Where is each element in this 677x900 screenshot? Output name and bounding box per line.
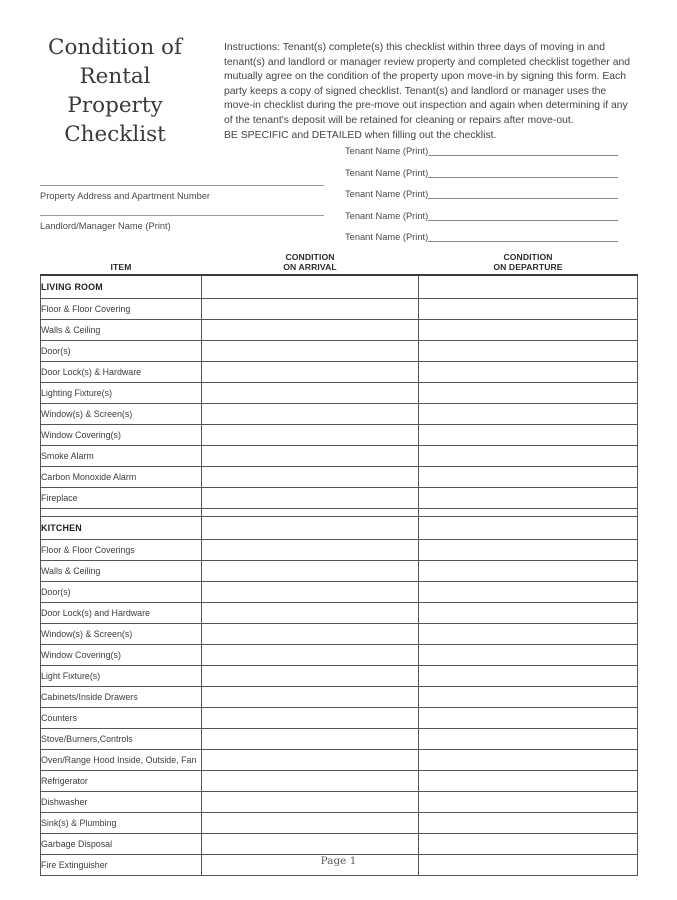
table-row [41,404,638,425]
condition-departure-cell[interactable] [419,729,638,750]
tenant-name-label: Tenant Name (Print) [345,210,429,221]
checklist-item-label: Walls & Ceiling [41,320,202,341]
checklist-item-label: Stove/Burners,Controls [41,729,202,750]
section-spacer-cell [41,509,202,517]
condition-departure-cell[interactable] [419,383,638,404]
condition-departure-cell[interactable] [419,603,638,624]
table-row [41,561,638,582]
condition-arrival-cell[interactable] [202,582,419,603]
condition-arrival-cell[interactable] [202,517,419,540]
condition-arrival-cell[interactable] [202,729,419,750]
tenant-name-label: Tenant Name (Print) [345,167,429,178]
tenant-name-label: Tenant Name (Print) [345,146,429,156]
checklist-item-label: Floor & Floor Covering [41,299,202,320]
checklist-item-label: Lighting Fixture(s) [41,383,202,404]
table-row [41,540,638,561]
condition-arrival-cell[interactable] [202,467,419,488]
condition-arrival-cell[interactable] [202,362,419,383]
checklist-item-label: Fire Extinguisher [41,855,202,876]
instructions-text: Instructions: Tenant(s) complete(s) this checklist within three days of moving in and tenant(s) and landlord or manager review property and completed checklist together and mutually agree on the condition of the property upon move-in by signing this form. Each party keeps a copy of signed checklist. Tenant(s) and landlord or manager uses the move-in checklist during the pre-move out inspection and again when determining if any of the tenant's deposit will be retained for cleaning or repairs after move-out. [224,42,631,126]
table-row [41,603,638,624]
table-row [41,687,638,708]
condition-arrival-cell[interactable] [202,666,419,687]
table-row [41,708,638,729]
landlord-name-field[interactable] [40,215,324,231]
checklist-item-label: Door Lock(s) & Hardware [41,362,202,383]
section-header-row [41,275,638,299]
checklist-item-label: Walls & Ceiling [41,561,202,582]
page-title-line-1: Condition of [48,35,182,60]
condition-departure-cell[interactable] [419,320,638,341]
condition-arrival-cell[interactable] [202,540,419,561]
table-row [41,446,638,467]
condition-arrival-cell[interactable] [202,834,419,855]
tenant-name-label: Tenant Name (Print) [345,189,429,199]
table-row [41,582,638,603]
condition-arrival-cell[interactable] [202,771,419,792]
section-header-label: LIVING ROOM [41,275,202,299]
checklist-item-label: Light Fixture(s) [41,666,202,687]
page-title [20,33,210,149]
checklist-item-label: Oven/Range Hood Inside, Outside, Fan [41,750,202,771]
checklist-item-label: Fireplace [41,488,202,509]
table-row [41,425,638,446]
tenant-name-rule [428,168,618,178]
column-header-condition-on-arrival [202,248,419,275]
table-row [41,299,638,320]
section-spacer-cell [202,509,419,517]
checklist-item-label: Door Lock(s) and Hardware [41,603,202,624]
table-row [41,488,638,509]
table-row [41,771,638,792]
column-header-arrival-line-1: CONDITION [285,252,335,263]
condition-departure-cell[interactable] [419,687,638,708]
condition-departure-cell[interactable] [419,275,638,299]
condition-departure-cell[interactable] [419,467,638,488]
checklist-table [40,248,638,876]
table-row [41,834,638,855]
condition-arrival-cell[interactable] [202,813,419,834]
landlord-name-label: Landlord/Manager Name (Print) [40,221,171,231]
checklist-item-label: Door(s) [41,341,202,362]
condition-departure-cell[interactable] [419,582,638,603]
condition-departure-cell[interactable] [419,813,638,834]
checklist-item-label: Refrigerator [41,771,202,792]
tenant-name-rule [428,189,618,199]
condition-arrival-cell[interactable] [202,561,419,582]
condition-departure-cell[interactable] [419,446,638,467]
checklist-item-label: Sink(s) & Plumbing [41,813,202,834]
page-title-line-2: Rental [79,64,151,89]
instructions-block [224,41,634,143]
condition-arrival-cell[interactable] [202,645,419,666]
condition-departure-cell[interactable] [419,624,638,645]
condition-departure-cell[interactable] [419,425,638,446]
condition-arrival-cell[interactable] [202,341,419,362]
condition-arrival-cell[interactable] [202,425,419,446]
column-header-row [41,248,638,275]
condition-departure-cell[interactable] [419,341,638,362]
tenant-name-field[interactable] [345,168,635,190]
condition-departure-cell[interactable] [419,708,638,729]
condition-departure-cell[interactable] [419,561,638,582]
condition-departure-cell[interactable] [419,540,638,561]
condition-arrival-cell[interactable] [202,383,419,404]
checklist-table-head [41,248,638,275]
section-spacer-cell [419,509,638,517]
page-title-line-4: Checklist [64,122,166,147]
condition-departure-cell[interactable] [419,362,638,383]
property-address-field[interactable] [40,185,324,201]
checklist-item-label: Counters [41,708,202,729]
condition-arrival-cell[interactable] [202,488,419,509]
tenant-name-field[interactable] [345,189,635,211]
condition-arrival-cell[interactable] [202,624,419,645]
condition-arrival-cell[interactable] [202,792,419,813]
tenant-name-field[interactable] [345,211,635,233]
tenant-name-field[interactable] [345,146,635,168]
column-header-item: ITEM [41,248,202,275]
tenant-name-lines [345,146,635,254]
checklist-item-label: Smoke Alarm [41,446,202,467]
condition-arrival-cell[interactable] [202,708,419,729]
checklist-item-label: Window(s) & Screen(s) [41,624,202,645]
condition-departure-cell[interactable] [419,750,638,771]
column-header-departure-line-2: ON DEPARTURE [493,261,563,272]
condition-arrival-cell[interactable] [202,446,419,467]
table-row [41,666,638,687]
condition-arrival-cell[interactable] [202,687,419,708]
condition-departure-cell[interactable] [419,771,638,792]
condition-arrival-cell[interactable] [202,603,419,624]
condition-arrival-cell[interactable] [202,299,419,320]
section-header-label: KITCHEN [41,517,202,540]
checklist-table-body [41,275,638,876]
table-row [41,645,638,666]
checklist-table-container [40,248,637,876]
condition-arrival-cell[interactable] [202,750,419,771]
column-header-condition-on-departure [419,248,638,275]
table-row [41,362,638,383]
table-row [41,383,638,404]
table-row [41,729,638,750]
section-spacer-row [41,509,638,517]
condition-departure-cell[interactable] [419,488,638,509]
condition-departure-cell[interactable] [419,792,638,813]
condition-departure-cell[interactable] [419,645,638,666]
checklist-item-label: Cabinets/Inside Drawers [41,687,202,708]
tenant-name-rule [428,146,618,156]
condition-departure-cell[interactable] [419,517,638,540]
table-row [41,750,638,771]
tenant-name-label: Tenant Name (Print) [345,232,429,242]
table-row [41,320,638,341]
checklist-item-label: Garbage Disposal [41,834,202,855]
condition-arrival-cell[interactable] [202,320,419,341]
condition-arrival-cell[interactable] [202,275,419,299]
checklist-item-label: Window Covering(s) [41,645,202,666]
table-row [41,467,638,488]
property-address-label: Property Address and Apartment Number [40,191,211,201]
table-row [41,624,638,645]
checklist-item-label: Dishwasher [41,792,202,813]
tenant-name-rule [428,211,618,221]
page-footer: Page 1 [320,855,357,867]
checklist-item-label: Carbon Monoxide Alarm [41,467,202,488]
condition-arrival-cell[interactable] [202,404,419,425]
checklist-item-label: Door(s) [41,582,202,603]
table-row [41,792,638,813]
checklist-item-label: Window Covering(s) [41,425,202,446]
column-header-departure-line-1: CONDITION [503,252,553,263]
condition-departure-cell[interactable] [419,404,638,425]
document-header [0,0,677,250]
condition-departure-cell[interactable] [419,299,638,320]
condition-departure-cell[interactable] [419,834,638,855]
condition-departure-cell[interactable] [419,666,638,687]
tenant-name-rule [428,232,618,242]
checklist-item-label: Floor & Floor Coverings [41,540,202,561]
page-title-line-3: Property [67,93,163,118]
column-header-arrival-line-2: ON ARRIVAL [283,261,337,272]
table-row [41,813,638,834]
section-header-row [41,517,638,540]
checklist-item-label: Window(s) & Screen(s) [41,404,202,425]
instructions-emphasis: BE SPECIFIC and DETAILED when filling out the checklist. [224,129,497,141]
table-row [41,341,638,362]
